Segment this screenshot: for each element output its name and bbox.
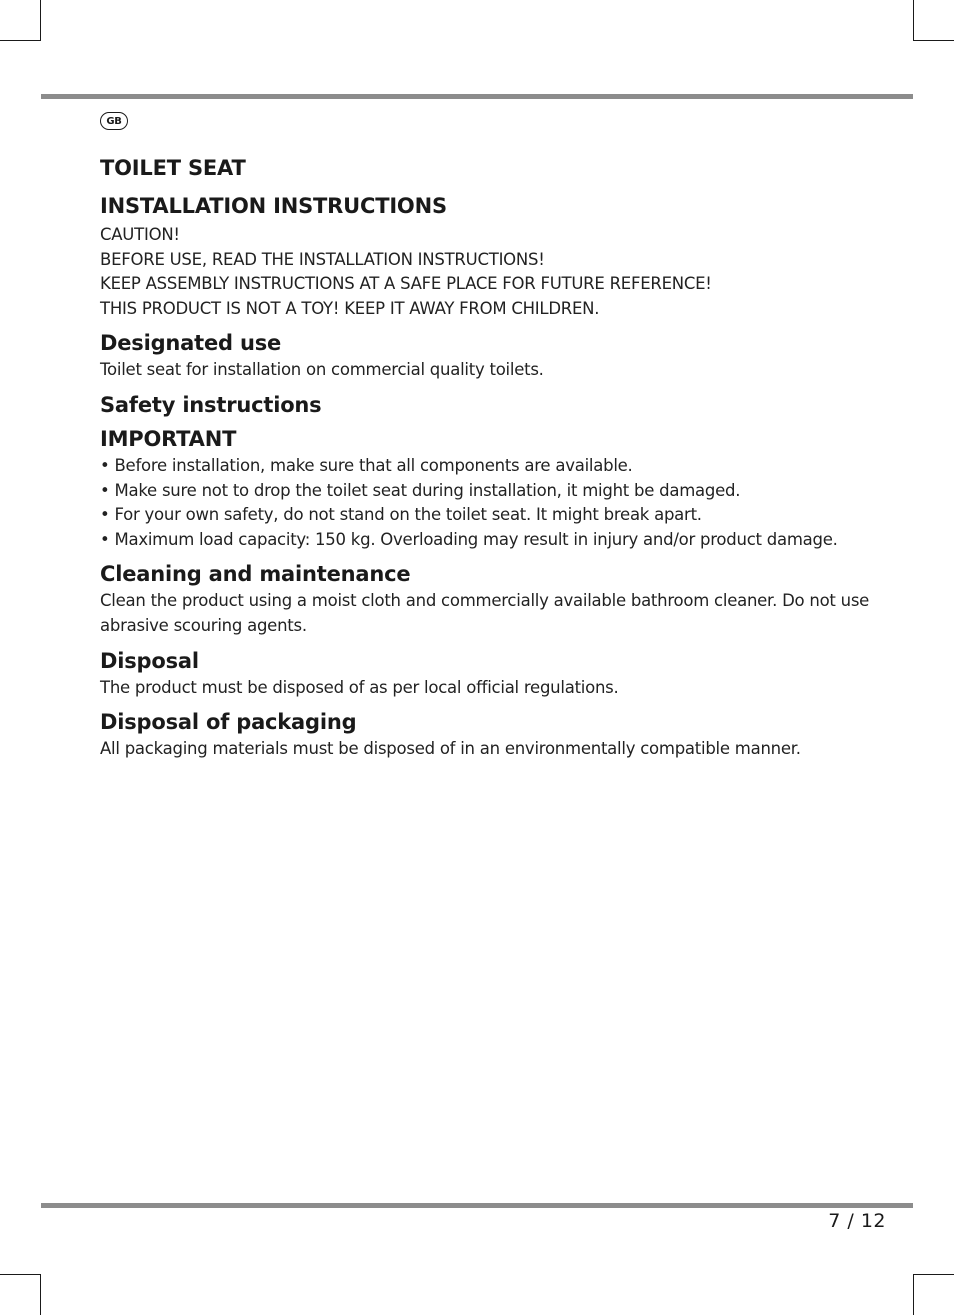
section-heading: Safety instructions — [100, 392, 322, 417]
caution-line: THIS PRODUCT IS NOT A TOY! KEEP IT AWAY FROM CHILDREN. — [100, 298, 600, 318]
crop-mark-bl-v — [40, 1274, 41, 1315]
list-item: • Maximum load capacity: 150 kg. Overloading may result in injury and/or product damage. — [100, 528, 890, 553]
list-item: • Before installation, make sure that all components are available. — [100, 454, 890, 479]
document-body — [100, 150, 890, 762]
crop-mark-br-h — [913, 1274, 954, 1275]
section-safety — [100, 390, 890, 552]
header-rule — [41, 94, 913, 99]
crop-mark-tr-v — [913, 0, 914, 41]
crop-mark-bl-h — [0, 1274, 41, 1275]
section-disposal — [100, 646, 890, 701]
caution-block — [100, 223, 890, 321]
section-cleaning — [100, 559, 890, 638]
document-subtitle: INSTALLATION INSTRUCTIONS — [100, 194, 447, 218]
footer-rule — [41, 1203, 913, 1208]
section-packaging — [100, 707, 890, 762]
caution-line: KEEP ASSEMBLY INSTRUCTIONS AT A SAFE PLACE FOR FUTURE REFERENCE! — [100, 274, 712, 294]
section-subheading: IMPORTANT — [100, 426, 237, 451]
list-item: • Make sure not to drop the toilet seat during installation, it might be damaged. — [100, 479, 890, 504]
crop-mark-tl-v — [40, 0, 41, 41]
section-text: All packaging materials must be disposed of in an environmentally compatible manner. — [100, 739, 801, 759]
list-item: • For your own safety, do not stand on the toilet seat. It might break apart. — [100, 503, 890, 528]
caution-line: BEFORE USE, READ THE INSTALLATION INSTRUCTIONS! — [100, 249, 545, 269]
caution-line: CAUTION! — [100, 225, 180, 244]
page-number: 7 / 12 — [828, 1210, 886, 1232]
section-heading: Cleaning and maintenance — [100, 562, 411, 587]
section-text: The product must be disposed of as per local official regulations. — [100, 677, 619, 697]
section-heading: Disposal of packaging — [100, 710, 357, 735]
section-text: Clean the product using a moist cloth and commercially available bathroom cleaner. Do not use abrasive scouring agents. — [100, 591, 870, 635]
crop-mark-tr-h — [913, 40, 954, 41]
language-badge: GB — [100, 112, 128, 130]
section-heading: Designated use — [100, 331, 282, 356]
document-title: TOILET SEAT — [100, 156, 246, 180]
crop-mark-br-v — [913, 1274, 914, 1315]
section-designated-use — [100, 328, 890, 383]
section-heading: Disposal — [100, 648, 199, 673]
crop-mark-tl-h — [0, 40, 41, 41]
section-text: Toilet seat for installation on commercial quality toilets. — [100, 360, 544, 380]
safety-list — [100, 454, 890, 552]
